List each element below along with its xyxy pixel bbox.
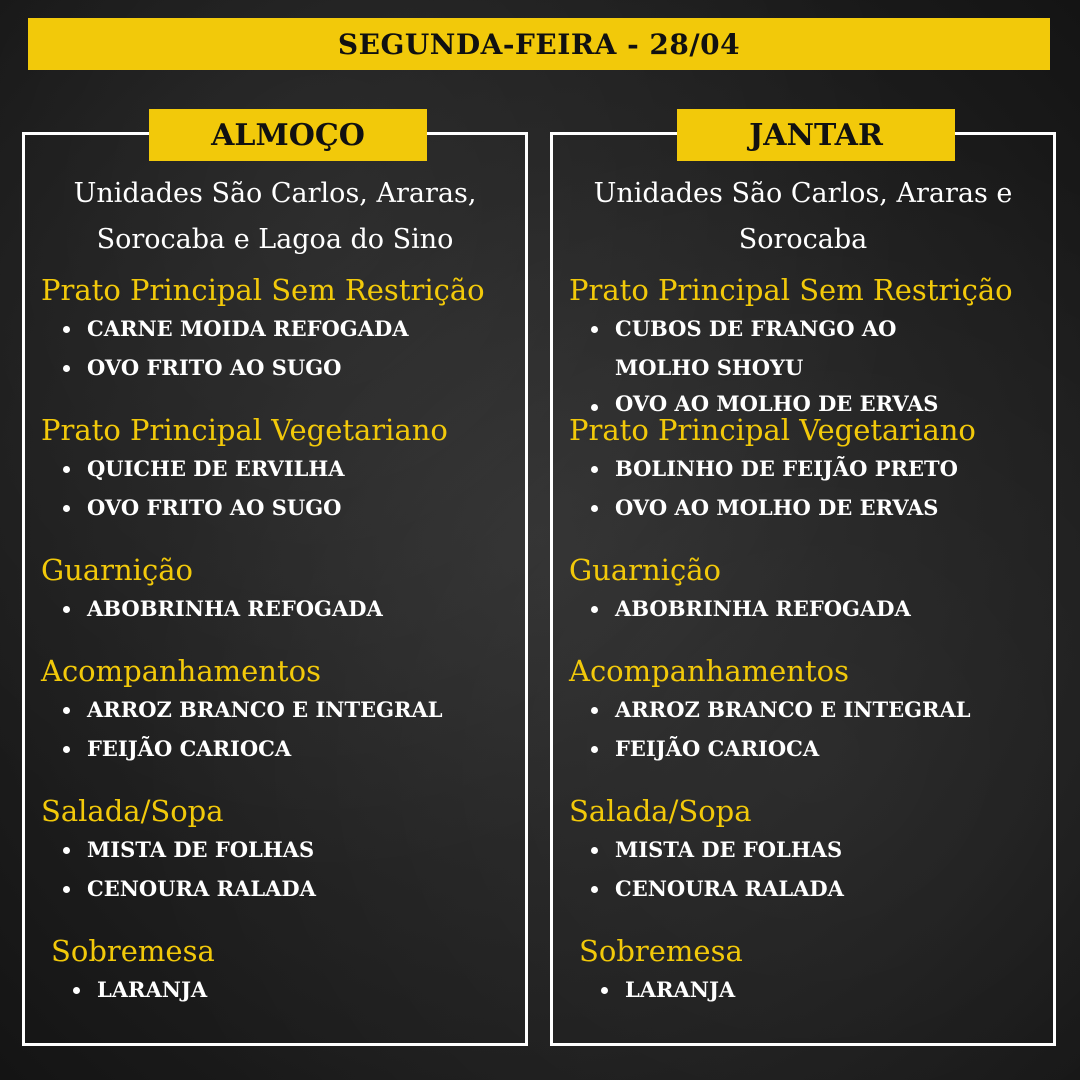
lunch-section-main [41,273,517,387]
lunch-units-line2: Sorocaba e Lagoa do Sino [96,224,454,255]
list-item: FEIJÃO CARIOCA [569,729,1045,768]
section-title: Salada/Sopa [41,794,224,828]
dinner-tab [677,109,955,161]
lunch-label: ALMOÇO [211,117,365,153]
item-list [569,830,1045,908]
dinner-section-salad [569,794,1045,908]
item-list [569,449,1045,527]
section-title: Prato Principal Sem Restrição [41,273,485,307]
list-item: ARROZ BRANCO E INTEGRAL [41,690,517,729]
section-title: Guarnição [41,553,193,587]
list-item: ARROZ BRANCO E INTEGRAL [569,690,1045,729]
section-title: Salada/Sopa [569,794,752,828]
list-item: QUICHE DE ERVILHA [41,449,517,488]
item-list [569,690,1045,768]
item-list [41,830,517,908]
item-list [41,690,517,768]
list-item: OVO FRITO AO SUGO [41,488,517,527]
list-item: FEIJÃO CARIOCA [41,729,517,768]
item-list [569,589,1045,628]
list-item: MISTA DE FOLHAS [569,830,1045,869]
item-list [41,309,517,387]
dinner-panel [550,117,1056,1046]
lunch-units [35,171,515,263]
item-list [41,589,517,628]
lunch-units-line1: Unidades São Carlos, Araras, [73,178,477,209]
day-title: SEGUNDA-FEIRA - 28/04 [337,27,741,61]
list-item: MISTA DE FOLHAS [41,830,517,869]
dinner-section-main [569,273,1045,421]
dinner-section-dessert [579,934,1045,1009]
dinner-label: JANTAR [749,117,883,153]
dinner-section-vegetarian [569,413,1045,527]
list-item: LARANJA [51,970,517,1009]
list-item: OVO AO MOLHO DE ERVAS [569,488,1045,527]
dinner-section-side [569,553,1045,628]
list-item: LARANJA [579,970,1045,1009]
lunch-section-dessert [51,934,517,1009]
list-item: CENOURA RALADA [41,869,517,908]
lunch-section-side [41,553,517,628]
section-title: Acompanhamentos [569,654,849,688]
list-item: CARNE MOIDA REFOGADA [41,309,517,348]
dinner-section-accompaniments [569,654,1045,768]
section-title: Acompanhamentos [41,654,321,688]
item-list [579,970,1045,1009]
list-item: CUBOS DE FRANGO AO MOLHO SHOYU [569,309,985,387]
lunch-panel [22,117,528,1046]
dinner-units-line2: Sorocaba [738,224,868,255]
dinner-units-line1: Unidades São Carlos, Araras e [593,178,1013,209]
list-item: CENOURA RALADA [569,869,1045,908]
list-item: BOLINHO DE FEIJÃO PRETO [569,449,1045,488]
dinner-units [563,171,1043,263]
section-title: Prato Principal Vegetariano [41,413,448,447]
list-item: OVO FRITO AO SUGO [41,348,517,387]
section-title: Guarnição [569,553,721,587]
list-item: ABOBRINHA REFOGADA [569,589,1045,628]
item-list [41,449,517,527]
item-list [51,970,517,1009]
section-title: Prato Principal Sem Restrição [569,273,1013,307]
lunch-section-salad [41,794,517,908]
list-item: OVO AO MOLHO DE ERVAS [569,387,1045,421]
day-banner [28,18,1050,70]
section-title: Sobremesa [579,934,743,968]
section-title: Sobremesa [51,934,215,968]
lunch-section-vegetarian [41,413,517,527]
lunch-section-accompaniments [41,654,517,768]
section-title: Prato Principal Vegetariano [569,413,976,447]
list-item: ABOBRINHA REFOGADA [41,589,517,628]
lunch-tab [149,109,427,161]
item-list [569,309,1045,421]
